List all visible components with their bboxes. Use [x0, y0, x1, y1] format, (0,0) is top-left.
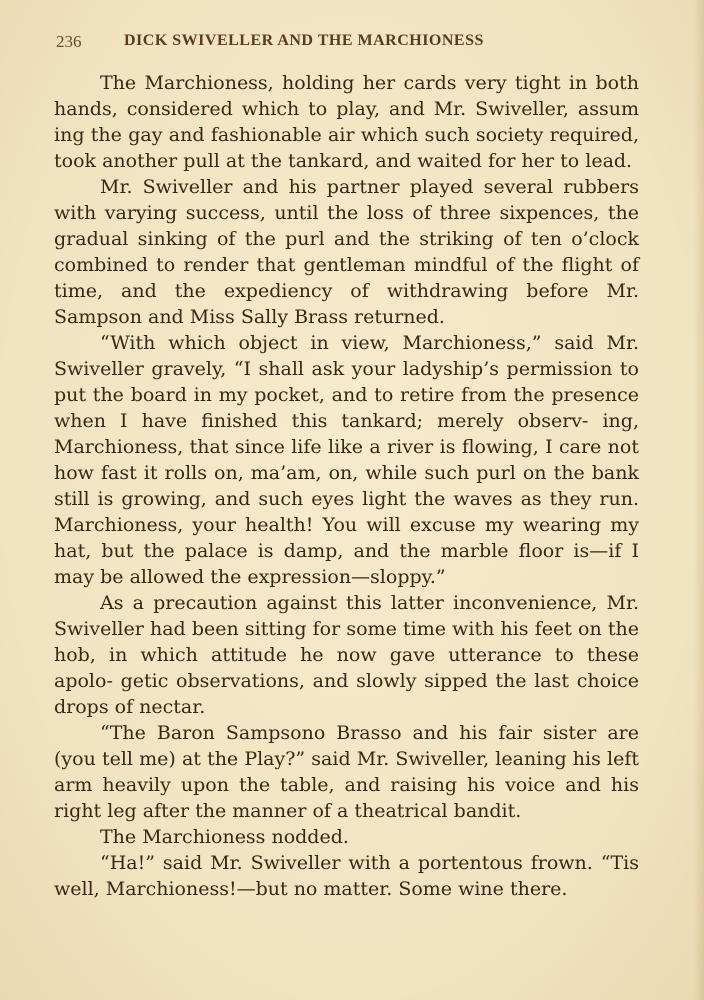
- paragraph: The Marchioness, holding her cards very tight in both hands, considered which to play, and Mr. Swiveller, assum ing the gay and fashionable air which such society required, took another pull at the tankard, and waited for her to lead.: [54, 72, 639, 172]
- paragraph: “The Baron Sampsono Brasso and his fair sister are (you tell me) at the Play?” said Mr. Swiveller, leaning his left arm heavily upon the table, and raising his voice and his right leg after the manner of a theatrical bandit.: [54, 722, 639, 822]
- paragraph: As a precaution against this latter inconvenience, Mr. Swiveller had been sitting for some time with his feet on the hob, in which attitude he now gave utterance to these apolo- getic observations, and slowly sipped the last choice drops of nectar.: [54, 592, 639, 718]
- paragraph: “With which object in view, Marchioness,” said Mr. Swiveller gravely, “I shall ask your ladyship’s permission to put the board in my pocket, and to retire from the presence when I have finished this tankard; merely observ- ing, Marchioness, that since life like a river is flowing, I care not how fast it rolls on, ma’am, on, while such purl on the bank still is growing, and such eyes light the waves as they run. Marchioness, your health! You will excuse my wearing my hat, but the palace is damp, and the marble floor is—if I may be allowed the expression—sloppy.”: [54, 332, 639, 588]
- running-head: DICK SWIVELLER AND THE MARCHIONESS: [124, 32, 484, 49]
- paragraph: The Marchioness nodded.: [100, 826, 349, 848]
- body-text: [54, 70, 639, 902]
- page-edge-shadow: [694, 0, 704, 1000]
- paragraph: Mr. Swiveller and his partner played several rubbers with varying success, until the loss of three sixpences, the gradual sinking of the purl and the striking of ten o’clock combined to render that gentleman mindful of the flight of time, and the expediency of withdrawing before Mr. Sampson and Miss Sally Brass returned.: [54, 176, 639, 328]
- page-number: 236: [56, 32, 82, 51]
- paragraph: “Ha!” said Mr. Swiveller with a portentous frown. “Tis well, Marchioness!—but no matter. Some wine there.: [54, 852, 639, 900]
- page-header: [56, 32, 646, 54]
